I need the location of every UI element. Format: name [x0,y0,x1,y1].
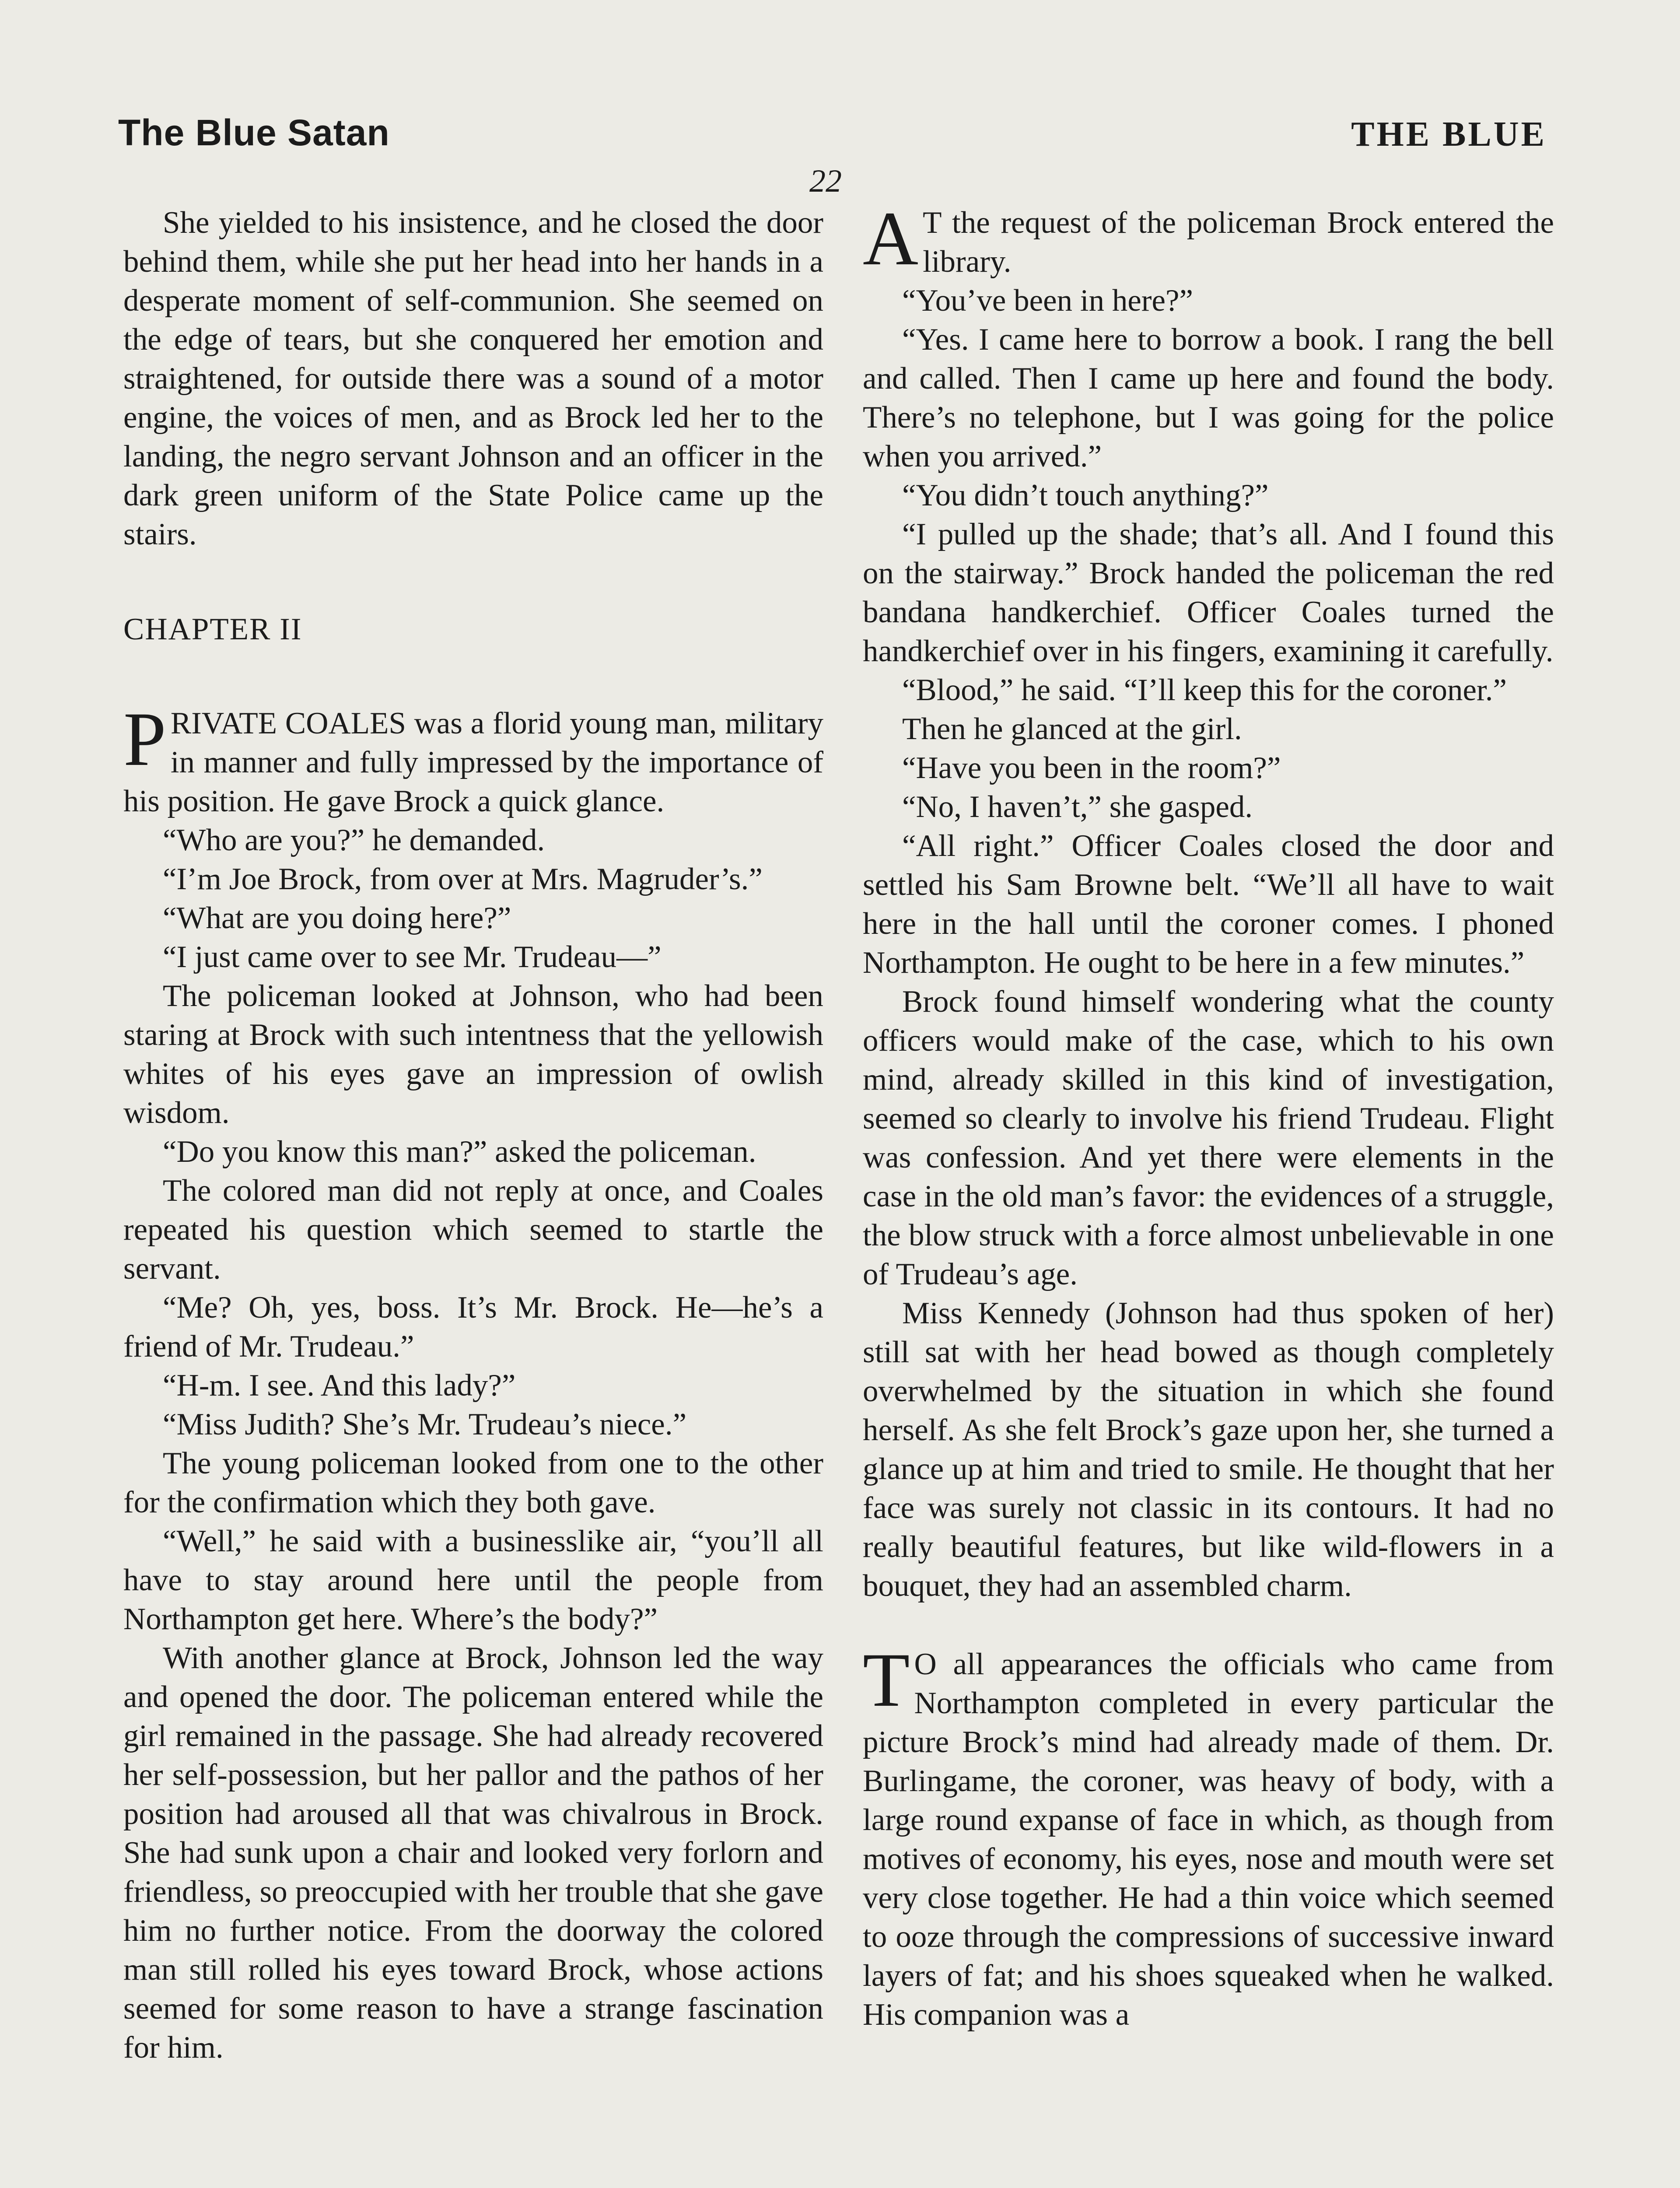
paragraph: Then he glanced at the girl. [902,712,1242,746]
paragraph-text: O all appearances the officials who came from Northampton completed in every particular the picture Brock’s mind had already made of them. Dr. Burlingame, the coroner, was heavy of body, with a large round expanse of face in which, as though from motives of economy, his eyes, nose and mouth were set very close together. He had a thin voice which seemed to ooze through the compressions of successive inward layers of fat; and his shoes squeaked when he walked. His companion was a [863,1647,1554,2032]
right-text-column [863,196,1554,2034]
paragraph-text: T the request of the policeman Brock entered the library. [923,206,1554,279]
paragraph: “What are you doing here?” [163,901,511,935]
paragraph: “I pulled up the shade; that’s all. And I found this on the stairway.” Brock handed the policeman the red bandana handkerchief. Officer Coales turned the handkerchief over in his fingers, examining it carefully. [863,517,1554,668]
paragraph: “Yes. I came here to borrow a book. I rang the bell and called. Then I came up here and found the body. There’s no telephone, but I was going for the police when you arrived.” [863,323,1554,473]
left-text-column [123,203,823,2067]
paragraph: “Have you been in the room?” [902,751,1281,785]
page-number: 22 [809,163,842,199]
chapter-heading: CHAPTER II [123,612,302,646]
paragraph: “Who are you?” he demanded. [163,823,545,857]
paragraph: “You’ve been in here?” [902,284,1194,318]
paragraph: Brock found himself wondering what the county officers would make of the case, which to his own mind, already skilled in this kind of investigation, seemed so clearly to involve his friend Trudeau. Flight was confession. And yet there were elements in the case in the old man’s favor: the evidences of a struggle, the blow struck with a force almost unbelievable in one of Trudeau’s age. [863,985,1554,1291]
paragraph: “Miss Judith? She’s Mr. Trudeau’s niece.” [163,1407,687,1441]
running-title-left: The Blue Satan [118,112,390,153]
paragraph: “You didn’t touch anything?” [902,478,1269,512]
paragraph: She yielded to his insistence, and he closed the door behind them, while she put her head into her hands in a desperate moment of self-communion. She seemed on the edge of tears, but she conquered her emotion and straightened, for outside there was a sound of a motor engine, the voices of men, and as Brock led her to the landing, the negro servant Johnson and an officer in the dark green uniform of the State Police came up the stairs. [123,206,823,551]
paragraph: “All right.” Officer Coales closed the door and settled his Sam Browne belt. “We’ll all have to wait here in the hall until the coroner comes. I phoned Northampton. He ought to be here in a few minutes.” [863,829,1554,980]
drop-cap: A [863,196,919,281]
paragraph-text: RIVATE COALES was a florid young man, military in manner and fully impressed by the importance of his position. He gave Brock a quick glance. [123,706,823,818]
paragraph: “Well,” he said with a businesslike air, “you’ll all have to stay around here until the people from Northampton get here. Where’s the body?” [123,1524,823,1636]
running-title-right: THE BLUE [1351,115,1547,154]
paragraph: The colored man did not reply at once, and Coales repeated his question which seemed to startle the servant. [123,1174,823,1286]
drop-cap: T [863,1637,910,1723]
drop-cap: P [123,697,166,782]
paragraph: The young policeman looked from one to the other for the confirmation which they both gave. [123,1446,823,1519]
paragraph: “Blood,” he said. “I’ll keep this for the coroner.” [902,673,1507,707]
paragraph: Miss Kennedy (Johnson had thus spoken of her) still sat with her head bowed as though completely overwhelmed by the situation in which she found herself. As she felt Brock’s gaze upon her, she turned a glance up at him and tried to smile. He thought that her face was surely not classic in its contours. It had no really beautiful features, but like wild-flowers in a bouquet, they had an assembled charm. [863,1296,1554,1603]
paragraph [123,697,823,821]
paragraph [863,196,1554,281]
paragraph: “Me? Oh, yes, boss. It’s Mr. Brock. He—he’s a friend of Mr. Trudeau.” [123,1290,823,1364]
paragraph [863,1637,1554,2034]
paragraph: “Do you know this man?” asked the policeman. [163,1135,756,1169]
paragraph: “No, I haven’t,” she gasped. [902,790,1253,824]
paragraph: The policeman looked at Johnson, who had been staring at Brock with such intentness that the yellowish whites of his eyes gave an impression of owlish wisdom. [123,979,823,1130]
paragraph: With another glance at Brock, Johnson led the way and opened the door. The policeman entered while the girl remained in the passage. She had already recovered her self-possession, but her pallor and the pathos of her position had aroused all that was chivalrous in Brock. She had sunk upon a chair and looked very forlorn and friendless, so preoccupied with her trouble that she gave him no further notice. From the doorway the colored man still rolled his eyes toward Brock, whose actions seemed for some reason to have a strange fascination for him. [123,1641,823,2065]
section-break [863,1606,1554,1645]
paragraph: “I just came over to see Mr. Trudeau—” [163,940,662,974]
paragraph: “H-m. I see. And this lady?” [163,1368,516,1403]
paragraph: “I’m Joe Brock, from over at Mrs. Magruder’s.” [163,862,763,896]
